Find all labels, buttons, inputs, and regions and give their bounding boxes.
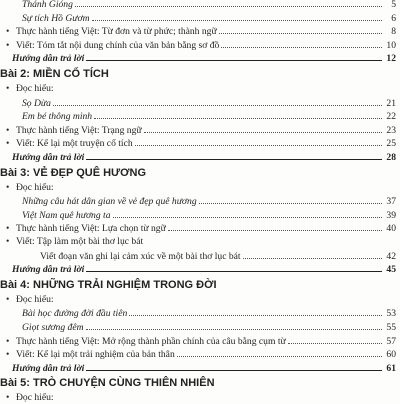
entry-title: Viết: Kể lại một truyện cổ tích — [16, 138, 133, 150]
page-number: 57 — [386, 335, 396, 347]
entry-title: Thực hành tiếng Việt: Từ đơn và từ phức; thành ngữ — [16, 26, 217, 38]
page-number: 5 — [391, 0, 396, 10]
toc-entry — [0, 0, 400, 11]
dot-leader — [177, 348, 382, 357]
page-number: 39 — [386, 209, 396, 221]
toc-entry — [0, 83, 400, 95]
dot-leader — [92, 12, 382, 21]
toc-entry — [0, 151, 400, 164]
toc-entry — [0, 294, 400, 306]
dot-leader — [243, 250, 382, 259]
toc-entry — [0, 335, 400, 348]
entry-title: Hướng dẫn trả lời — [12, 362, 85, 374]
entry-title: Hướng dẫn trả lời — [12, 264, 85, 276]
bullet-icon: • — [6, 39, 10, 51]
dot-leader — [144, 124, 382, 133]
page-number: 6 — [391, 12, 396, 24]
entry-title: Bài học đường đời đầu tiên — [22, 308, 128, 320]
toc-entry — [0, 263, 400, 276]
page-number: 42 — [386, 250, 396, 262]
toc-entry — [0, 222, 400, 235]
entry-title: Hướng dẫn trả lời — [12, 53, 85, 65]
bullet-icon: • — [6, 392, 10, 404]
toc-entry — [0, 137, 400, 150]
toc-entry — [0, 362, 400, 375]
toc-entry — [0, 250, 400, 263]
section-heading — [0, 167, 400, 179]
entry-title: Thực hành tiếng Việt: Mở rộng thành phần chính của câu bằng cụm từ — [16, 335, 286, 347]
entry-title: Viết: Kể lại một trải nghiệm của bản thân — [16, 349, 175, 361]
bullet-icon: • — [6, 138, 10, 150]
dot-leader — [219, 25, 382, 34]
dot-leader — [168, 222, 382, 231]
dot-leader — [86, 321, 382, 330]
page-number: 53 — [386, 308, 396, 320]
toc-entry — [0, 97, 400, 110]
entry-title: Đọc hiểu: — [16, 181, 54, 193]
entry-title: Viết: Tóm tắt nội dung chính của văn bản bằng sơ đồ — [16, 39, 220, 51]
toc-entry — [0, 110, 400, 123]
page-number: 25 — [386, 138, 396, 150]
dot-leader — [199, 195, 382, 204]
toc-entry — [0, 209, 400, 222]
dot-leader — [221, 39, 382, 48]
entry-title: Đọc hiểu: — [16, 392, 54, 404]
entry-title: Hướng dẫn trả lời — [12, 152, 85, 163]
entry-title: Giọt sương đêm — [22, 322, 84, 333]
section-heading — [0, 68, 400, 80]
page-number: 61 — [386, 362, 396, 374]
entry-title: Sự tích Hồ Gươm — [22, 12, 90, 24]
toc-entry — [0, 195, 400, 208]
entry-title: Viết đoạn văn ghi lại cảm xúc về một bài thơ lục bát — [40, 250, 241, 262]
bullet-icon: • — [6, 223, 10, 235]
toc-entry — [0, 321, 400, 334]
page-number: 60 — [386, 349, 396, 361]
entry-title: Đọc hiểu: — [16, 83, 54, 94]
bullet-icon: • — [6, 335, 10, 347]
entry-title: Đọc hiểu: — [16, 293, 54, 305]
toc-entry — [0, 39, 400, 52]
toc-entry — [0, 236, 400, 248]
bullet-icon: • — [6, 236, 10, 247]
page-number: 21 — [386, 97, 396, 109]
page-number: 40 — [386, 223, 396, 235]
page-number: 28 — [386, 152, 396, 163]
bullet-icon: • — [6, 26, 10, 38]
bullet-icon: • — [6, 124, 10, 136]
entry-title: Em bé thông minh — [22, 111, 93, 123]
entry-title: Viết: Tập làm một bài thơ lục bát — [16, 236, 144, 247]
toc-entry — [0, 124, 400, 137]
bullet-icon: • — [6, 181, 10, 193]
dot-leader — [75, 0, 382, 7]
dot-leader — [288, 335, 382, 344]
toc-entry — [0, 25, 400, 38]
page-number: 37 — [386, 196, 396, 208]
dot-leader — [53, 97, 382, 106]
page-number: 8 — [391, 26, 396, 38]
section-heading — [0, 377, 400, 389]
bullet-icon: • — [6, 349, 10, 361]
section-title: Bài 3: VẺ ĐẸP QUÊ HƯƠNG — [0, 166, 147, 179]
dot-leader — [86, 151, 382, 160]
toc-entry — [0, 12, 400, 25]
page-number: 10 — [386, 39, 396, 51]
dot-leader — [86, 263, 382, 272]
page-number: 12 — [386, 53, 396, 65]
entry-title: Việt Nam quê hương ta — [22, 209, 111, 221]
dot-leader — [113, 209, 382, 218]
bullet-icon: • — [6, 83, 10, 94]
entry-title: Thực hành tiếng Việt: Trạng ngữ — [16, 124, 142, 136]
dot-leader — [86, 52, 382, 61]
toc-entry — [0, 348, 400, 361]
entry-title: Những câu hát dân gian về vẻ đẹp quê hương — [22, 196, 197, 208]
dot-leader — [135, 137, 382, 146]
dot-leader — [94, 110, 382, 119]
page-number: 23 — [386, 124, 396, 136]
toc-entry — [0, 182, 400, 194]
page-number: 45 — [386, 264, 396, 276]
page-number: 55 — [386, 322, 396, 333]
section-title: Bài 2: MIỀN CỔ TÍCH — [0, 68, 109, 80]
page-number: 22 — [386, 111, 396, 123]
bullet-icon: • — [6, 293, 10, 305]
toc-entry — [0, 52, 400, 65]
toc-entry — [0, 307, 400, 320]
toc-entry — [0, 392, 400, 404]
section-heading — [0, 279, 400, 291]
entry-title: Sọ Dừa — [22, 97, 51, 109]
dot-leader — [86, 362, 382, 371]
section-title: Bài 4: NHỮNG TRẢI NGHIỆM TRONG ĐỜI — [0, 278, 217, 291]
entry-title: Thánh Gióng — [22, 0, 73, 10]
section-title: Bài 5: TRÒ CHUYỆN CÙNG THIÊN NHIÊN — [0, 377, 215, 390]
dot-leader — [129, 307, 382, 316]
entry-title: Thực hành tiếng Việt: Lựa chọn từ ngữ — [16, 223, 166, 235]
